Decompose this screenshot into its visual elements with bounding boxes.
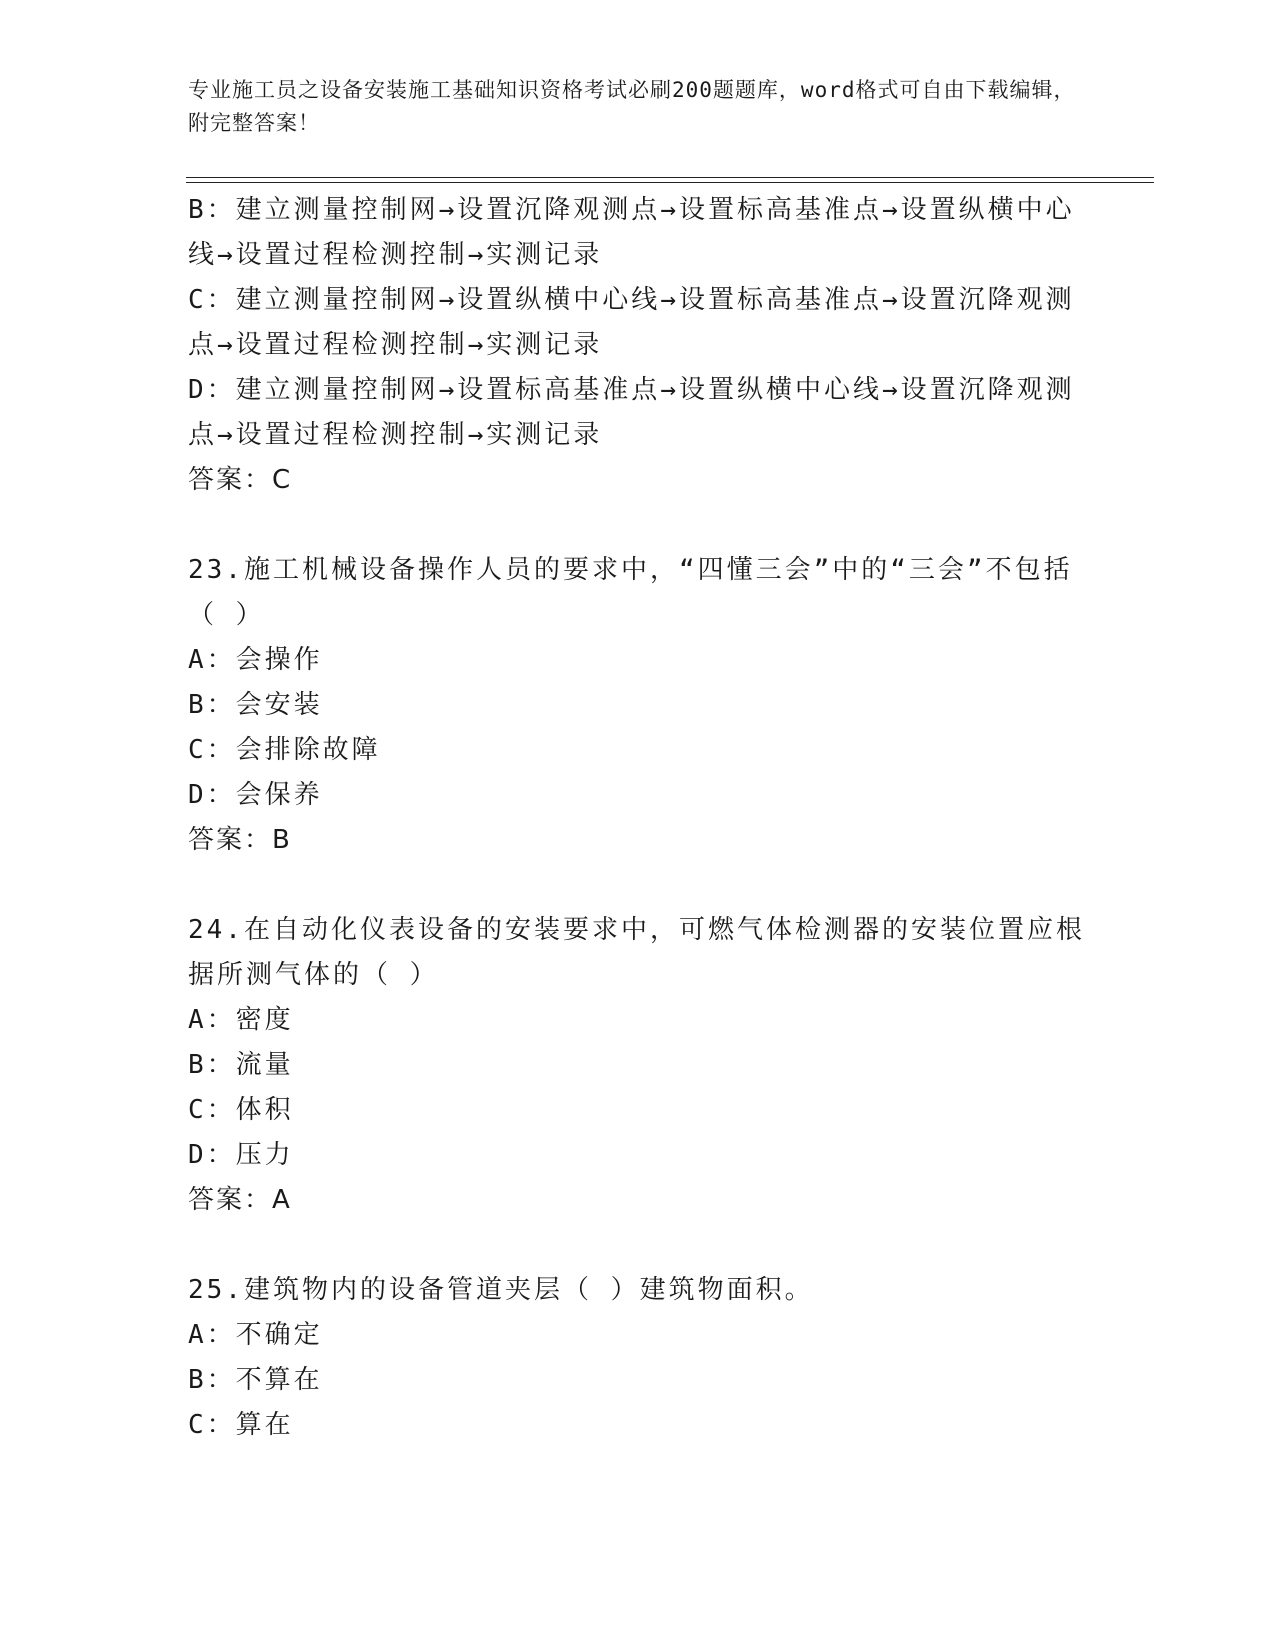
option-b: B：不算在 <box>188 1365 323 1395</box>
spacer <box>188 503 1088 548</box>
question-24 <box>188 908 1088 1223</box>
option-d: D：会保养 <box>188 780 323 810</box>
option-b: B：流量 <box>188 1050 294 1080</box>
spacer <box>188 1223 1088 1268</box>
document-header: 专业施工员之设备安装施工基础知识资格考试必刷200题题库，word格式可自由下载编辑，附完整答案！ <box>188 78 1076 135</box>
question-text: 24.在自动化仪表设备的安装要求中，可燃气体检测器的安装位置应根据所测气体的（ ） <box>188 915 1085 990</box>
question-list <box>188 188 1088 1448</box>
question-22 <box>188 188 1088 503</box>
option-a: A：密度 <box>188 1005 294 1035</box>
header-divider-top <box>186 177 1154 178</box>
option-c: C：会排除故障 <box>188 735 381 765</box>
answer-line: 答案：A <box>188 1185 292 1215</box>
option-d: D：建立测量控制网→设置标高基准点→设置纵横中心线→设置沉降观测点→设置过程检测控制→实测记录 <box>188 375 1075 450</box>
question-23 <box>188 548 1088 863</box>
option-a: A：不确定 <box>188 1320 323 1350</box>
header-divider-bottom <box>186 182 1154 183</box>
spacer <box>188 863 1088 908</box>
option-d: D：压力 <box>188 1140 294 1170</box>
option-c: C：建立测量控制网→设置纵横中心线→设置标高基准点→设置沉降观测点→设置过程检测控制→实测记录 <box>188 285 1075 360</box>
question-text: 23.施工机械设备操作人员的要求中，“四懂三会”中的“三会”不包括（ ） <box>188 555 1073 630</box>
question-25 <box>188 1268 1088 1448</box>
option-b: B：建立测量控制网→设置沉降观测点→设置标高基准点→设置纵横中心线→设置过程检测控制→实测记录 <box>188 195 1075 270</box>
answer-line: 答案：C <box>188 465 293 495</box>
option-c: C：算在 <box>188 1410 294 1440</box>
option-b: B：会安装 <box>188 690 323 720</box>
option-c: C：体积 <box>188 1095 294 1125</box>
question-text: 25.建筑物内的设备管道夹层（ ）建筑物面积。 <box>188 1275 814 1305</box>
option-a: A：会操作 <box>188 645 323 675</box>
answer-line: 答案：B <box>188 825 292 855</box>
